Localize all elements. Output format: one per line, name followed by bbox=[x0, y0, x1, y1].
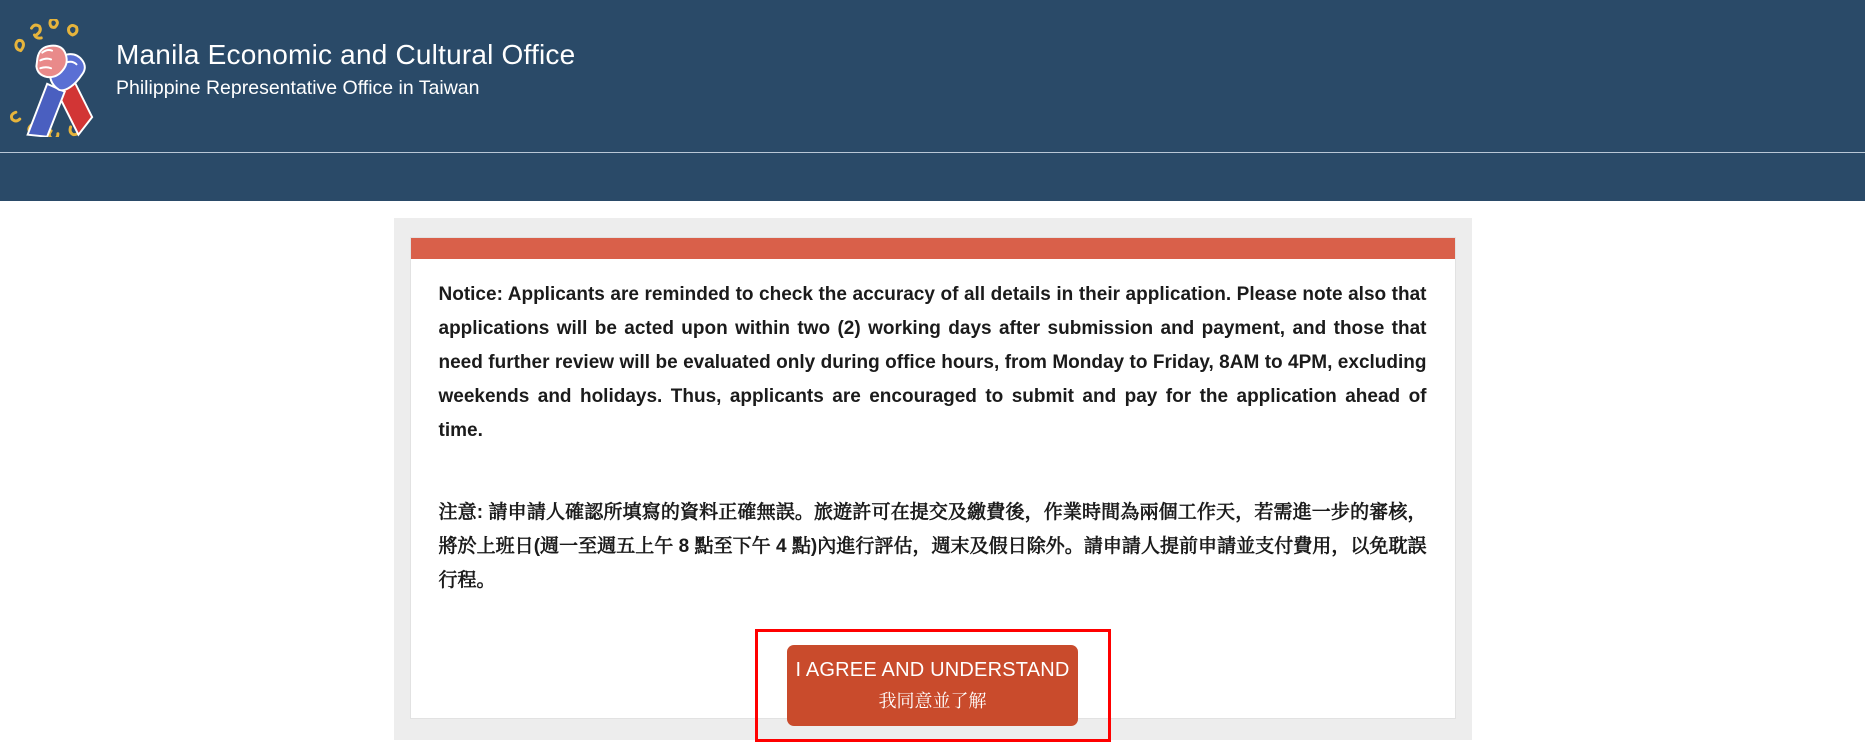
notice-text-chinese: 注意: 請申請人確認所填寫的資料正確無誤。旅遊許可在提交及繳費後，作業時間為兩個工作天，若需進一步的審核，將於上班日(週一至週五上午 8 點至下午 4 點)內進行評估，週末及假日除外。請申請人提前申請並支付費用，以免耽誤行程。 bbox=[438, 502, 1427, 591]
agree-button[interactable] bbox=[787, 645, 1078, 726]
page-subtitle: Philippine Representative Office in Taiwan bbox=[116, 76, 480, 99]
notice-panel bbox=[394, 218, 1472, 740]
agree-button-highlight-ring bbox=[755, 629, 1111, 742]
notice-card bbox=[410, 237, 1456, 719]
notice-text-english: Notice: Applicants are reminded to check the accuracy of all details in their application. Please note also that applications will be acted upon within two (2) working days after submission and payment, and those that need further review will be evaluated only during office hours, from Monday to Friday, 8AM to 4PM, excluding weekends and holidays. Thus, applicants are encouraged to submit and pay for the application ahead of time. bbox=[438, 284, 1427, 441]
header bbox=[0, 0, 1865, 152]
brand-block bbox=[116, 39, 575, 100]
agree-button-label-en: I AGREE AND UNDERSTAND bbox=[795, 658, 1070, 681]
navbar bbox=[0, 152, 1865, 201]
notice-card-accent-bar bbox=[411, 238, 1455, 259]
meco-logo-icon bbox=[10, 19, 98, 137]
page-title: Manila Economic and Cultural Office bbox=[116, 38, 576, 70]
main-content bbox=[0, 218, 1865, 746]
agree-button-label-zh: 我同意並了解 bbox=[878, 690, 987, 711]
